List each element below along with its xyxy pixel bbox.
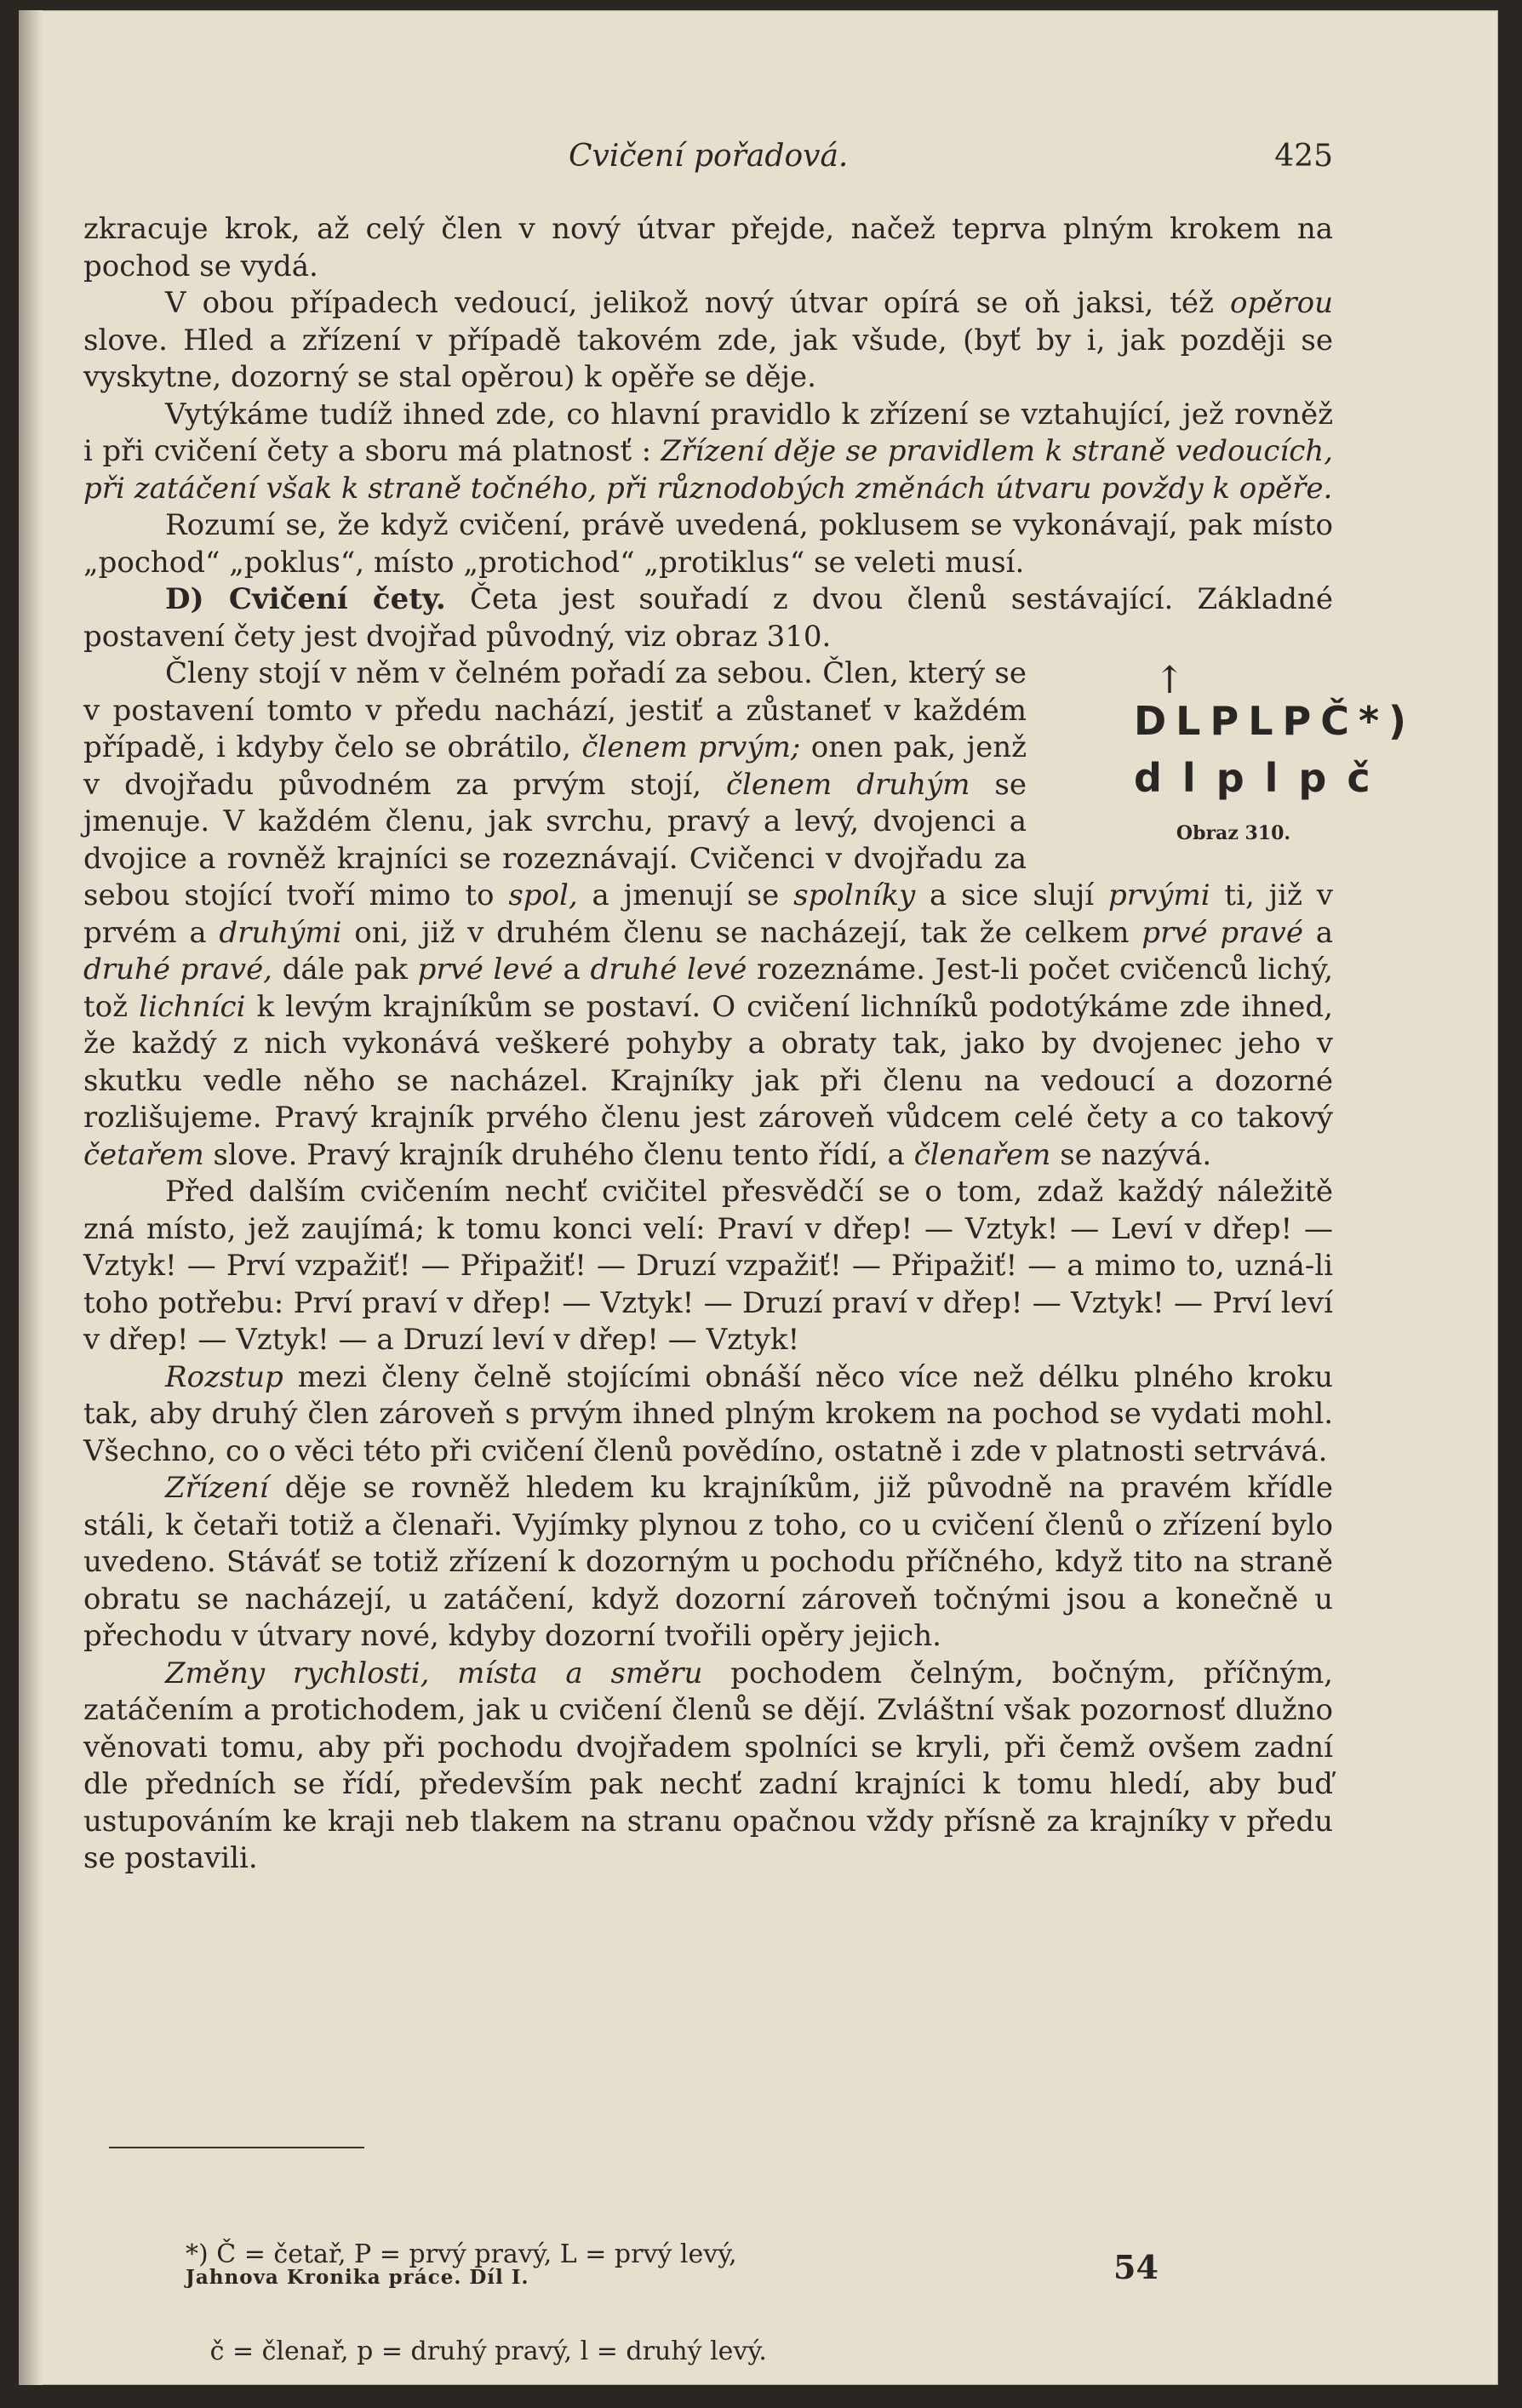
footnote-line-2: č = členař, p = druhý pravý, l = druhý levý. <box>186 2337 767 2366</box>
italic-text: druhé levé <box>590 952 747 987</box>
book-page <box>19 10 1498 2385</box>
sheet-number: 54 <box>1113 2248 1159 2286</box>
running-title: Cvičení pořadová. <box>569 139 849 174</box>
italic-text: Rozstup <box>165 1359 283 1394</box>
italic-text: prvé pravé <box>1142 915 1303 950</box>
italic-text: Zřízení děje se pravidlem k straně vedoucích, při zatáčení však k straně točného, při různodobých změnách útvaru povždy k opěře. <box>83 434 1333 506</box>
figure-310 <box>1052 659 1416 863</box>
paragraph <box>83 211 1333 285</box>
text-run: Rozumí se, že když cvičení, právě uvedená, poklusem se vykonávají, pak místo „pochod“ „poklus“, místo „protichod“ „protiklus“ se veleti musí. <box>83 508 1333 580</box>
italic-text: členem prvým; <box>581 730 801 764</box>
text-run: se nazývá. <box>1050 1137 1212 1172</box>
paragraph <box>83 1359 1333 1471</box>
text-run: rozeznáme. Jest-li počet cvičenců lichý, tož <box>83 952 1333 1024</box>
text-run: a <box>1302 915 1333 950</box>
body-text <box>83 211 1416 1878</box>
paragraph <box>83 581 1333 655</box>
text-run: Četa jest souřadí z dvou členů sestávající. Základné postavení čety jest dvojřad původný, viz obraz 310. <box>83 582 1333 654</box>
italic-text: opěrou <box>1230 286 1333 320</box>
italic-text: členařem <box>913 1137 1051 1172</box>
italic-text: Změny rychlosti, místa a směru <box>165 1656 703 1690</box>
paragraph <box>83 1470 1333 1656</box>
italic-text: četařem <box>83 1137 204 1172</box>
paragraphs-after <box>83 1174 1333 1878</box>
text-run: slove. Hled a zřízení v případě takovém zde, jak všude, (byť by i, jak později se vyskytne, dozorný se stal opěrou) k opěře se děje. <box>83 323 1333 394</box>
paragraph <box>83 1174 1333 1359</box>
text-run: a <box>552 952 591 987</box>
figure-upper-row: DLPLPČ*) <box>1134 698 1416 744</box>
text-run: V obou případech vedoucí, jelikož nový útvar opírá se oň jaksi, též <box>165 286 1231 320</box>
italic-text: druhými <box>219 915 342 950</box>
text-run: dále pak <box>272 952 418 987</box>
page-footer <box>83 2249 1333 2288</box>
arrow-up-icon: ↑ <box>1153 659 1186 702</box>
figure-caption: Obraz 310. <box>1176 822 1291 844</box>
figure-paragraph <box>83 655 1416 1174</box>
paragraph <box>83 285 1333 397</box>
text-run: Členy stojí v něm v čelném pořadí za sebou. Člen, který se v postavení tomto v předu nachází, jestiť a zůstaneť v každém případě, i kdyby čelo se obrátilo, <box>83 656 1027 764</box>
figure-lower-row: dlplpč <box>1134 755 1391 801</box>
italic-text: druhé pravé, <box>83 952 272 987</box>
text-run: pochodem čelným, bočným, příčným, zatáčením a protichodem, jak u cvičení členů se dějí. Zvláštní však pozornosť dlužno věnovati tomu, aby při pochodu dvojřadem spolníci se kryli, při čemž ovšem zadní dle předních se řídí, především pak nechť zadní krajníci k tomu hledí, aby buď ustupováním ke kraji neb tlakem na stranu opačnou vždy přísně za krajníky v předu se postavili. <box>83 1656 1333 1875</box>
italic-text: spolníky <box>793 878 916 912</box>
text-run: Před dalším cvičením nechť cvičitel přesvědčí se o tom, zdaž každý náležitě zná místo, jež zaujímá; k tomu konci velí: Praví v dřep! — Vztyk! — Leví v dřep! — Vztyk! — Prví vzpažiť! — Připažiť! — Druzí vzpažiť! — Připažiť! — a mimo to, uzná-li toho potřebu: Prví praví v dřep! — Vztyk! — Druzí praví v dřep! — Vztyk! — Prví leví v dřep! — Vztyk! — a Druzí leví v dřep! — Vztyk! <box>83 1175 1333 1357</box>
paragraph <box>83 397 1333 508</box>
text-run: se jmenuje. V každém členu, jak svrchu, pravý a levý, dvojenci a dvojice a rovněž krajníci se rozeznávají. Cvičenci v dvojřadu za sebou stojící tvoří mimo to <box>83 767 1027 912</box>
italic-text: prvými <box>1108 878 1210 912</box>
text-run: děje se rovněž hledem ku krajníkům, již původně na pravém křídle stáli, k četaři totiž a členaři. Vyjímky plynou z toho, co u cvičení členů o zřízení bylo uvedeno. Stáváť se totiž zřízení k dozorným u pochodu příčného, když tito na straně obratu se nacházejí, u zatáčení, když dozorní zároveň točnými jsou a konečně u přechodu v útvary nové, kdyby dozorní tvořili opěry jejich. <box>83 1471 1333 1653</box>
text-run: oni, již v druhém členu se nacházejí, tak že celkem <box>341 915 1142 950</box>
text-run: a jmenují se <box>577 878 794 912</box>
text-run: k levým krajníkům se postaví. O cvičení lichníků podotýkáme zde ihned, že každý z nich vykonává veškeré pohyby a obraty tak, jako by dvojenec jeho v skutku vedle něho se nacházel. Krajníky jak při členu na vedoucí a dozorné rozlišujeme. Pravý krajník prvého členu jest zároveň vůdcem celé čety a co takový <box>83 989 1333 1135</box>
text-run: a sice slují <box>915 878 1109 912</box>
paragraph <box>83 1656 1333 1878</box>
page-number: 425 <box>1274 139 1333 174</box>
text-run: ti, již v prvém a <box>83 878 1334 950</box>
paragraph <box>83 507 1333 581</box>
text-run: mezi členy čelně stojícími obnáší něco více než délku plného kroku tak, aby druhý člen zároveň s prvým ihned plným krokem na pochod se vydati mohl. Všechno, co o věci této při cvičení členů povědíno, ostatně i zde v platnosti setrvává. <box>83 1359 1333 1468</box>
text-run: onen pak, jenž v dvojřadu původném za prvým stojí, <box>83 730 1027 802</box>
italic-text: prvé levé <box>417 952 553 987</box>
italic-text: lichníci <box>139 989 246 1024</box>
text-run: slove. Pravý krajník druhého členu tento řídí, a <box>203 1137 914 1172</box>
printer-signature: Jahnova Kronika práce. Díl I. <box>186 2266 529 2289</box>
italic-text: členem druhým <box>726 767 970 802</box>
footnote-line-1: *) Č = četař, P = prvý pravý, L = prvý levý, <box>186 2239 737 2269</box>
bold-text: D) Cvičení čety. <box>165 582 446 616</box>
text-run: Vytýkáme tudíž ihned zde, co hlavní pravidlo k zřízení se vztahující, jež rovněž i při cvičení čety a sboru má platnosť : <box>83 397 1333 468</box>
paragraphs-before <box>83 211 1333 655</box>
page-gutter <box>19 10 43 2385</box>
italic-text: spol, <box>508 878 578 912</box>
running-header <box>83 138 1333 175</box>
italic-text: Zřízení <box>165 1471 269 1505</box>
footnote-rule <box>109 2147 364 2148</box>
text-run: zkracuje krok, až celý člen v nový útvar přejde, načež teprva plným krokem na pochod se vydá. <box>83 212 1333 283</box>
